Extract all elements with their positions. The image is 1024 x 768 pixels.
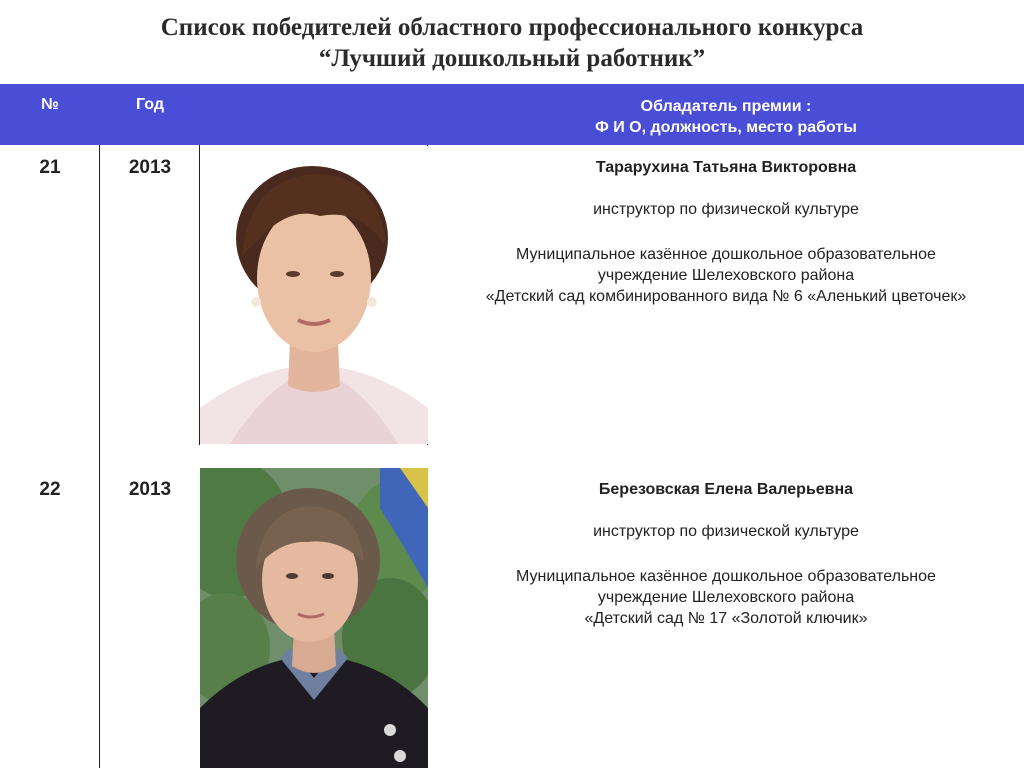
header-owner-line-1: Обладатель премии : — [640, 98, 812, 115]
winner-org-line-1: Муниципальное казённое дошкольное образовательное — [516, 568, 936, 585]
header-num: № — [41, 96, 59, 113]
winner-org — [428, 566, 1024, 629]
winner-org-line-1: Муниципальное казённое дошкольное образовательное — [516, 246, 936, 263]
header-owner-line-2: Ф И О, должность, место работы — [595, 119, 857, 136]
winner-name: Тарарухина Татьяна Викторовна — [595, 159, 857, 176]
row-num: 21 — [39, 157, 61, 178]
winner-org-line-2: учреждение Шелеховского района — [597, 267, 855, 284]
winner-name: Березовская Елена Валерьевна — [598, 481, 854, 498]
row-year: 2013 — [128, 479, 172, 500]
winner-role: инструктор по физической культуре — [593, 201, 859, 218]
winner-role: инструктор по физической культуре — [593, 523, 859, 540]
title-line-2: “Лучший дошкольный работник” — [318, 45, 706, 72]
winner-org-line-3: «Детский сад комбинированного вида № 6 «Аленький цветочек» — [485, 288, 967, 305]
row-num: 22 — [39, 479, 61, 500]
header-year: Год — [136, 96, 164, 113]
winner-photo — [200, 146, 428, 444]
table-header — [0, 84, 1024, 145]
winner-info — [428, 479, 1024, 629]
winner-org-line-3: «Детский сад № 17 «Золотой ключик» — [584, 610, 868, 627]
title-line-1: Список победителей областного профессионального конкурса — [160, 14, 864, 41]
header-owner — [428, 96, 1024, 138]
row-year: 2013 — [128, 157, 172, 178]
page-title — [0, 0, 1024, 84]
winner-photo — [200, 468, 428, 768]
column-divider — [99, 145, 100, 768]
winner-info — [428, 157, 1024, 307]
winner-org-line-2: учреждение Шелеховского района — [597, 589, 855, 606]
winner-org — [428, 244, 1024, 307]
